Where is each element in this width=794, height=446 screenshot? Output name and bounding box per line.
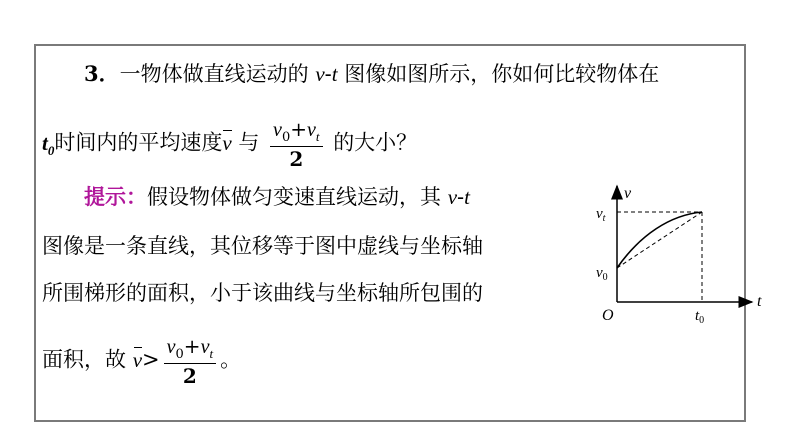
- hint-label: 提示：: [84, 184, 147, 209]
- t-axis-label: t: [757, 293, 762, 310]
- vt-sep: -: [324, 62, 332, 86]
- hint-vbar: v: [132, 347, 143, 372]
- hint-line-1: [84, 186, 470, 208]
- hint-text-a: 假设物体做匀变速直线运动，其: [147, 185, 441, 209]
- question-text-c: 时间内的平均速度: [54, 130, 223, 155]
- question-text-a: 一物体做直线运动的: [119, 62, 309, 86]
- hint-vt-t: t: [464, 185, 470, 209]
- vt-label: $v_t$: [596, 206, 606, 224]
- question-text-d: 与: [238, 130, 260, 155]
- question-line-1: [84, 63, 659, 85]
- t0-label: $t_0$: [695, 308, 705, 326]
- hint-line4-a: 面积，故: [42, 347, 126, 372]
- hint-line-4: [42, 336, 241, 386]
- hint-gt: >: [142, 347, 160, 372]
- dashed-straight-line: [617, 212, 702, 268]
- t0-symbol: $t_0$: [42, 130, 55, 158]
- vt-v: v: [315, 62, 325, 86]
- hint-line-3: 所围梯形的面积，小于该曲线与坐标轴所包围的: [42, 281, 483, 305]
- question-number: 3．: [84, 61, 120, 86]
- v-axis-label: v: [624, 185, 632, 202]
- question-line-2: [42, 119, 417, 169]
- vt-graph: [580, 180, 780, 330]
- question-text-e: 的大小？: [333, 130, 418, 155]
- v0-label: $v_0$: [596, 265, 608, 283]
- hint-vt-v: v: [447, 185, 458, 209]
- vbar-symbol: v: [222, 130, 232, 155]
- vt-t: t: [331, 62, 338, 86]
- hint-line-2: 图像是一条直线，其位移等于图中虚线与坐标轴: [42, 234, 483, 258]
- origin-label: O: [602, 307, 614, 324]
- mean-fraction: $\frac{v_0+v_t}{2}$: [270, 119, 322, 169]
- hint-vt-sep: -: [457, 185, 465, 209]
- question-text-b: 图像如图所示，你如何比较物体在: [344, 62, 660, 86]
- hint-fraction: $\frac{v_0+v_t}{2}$: [164, 336, 216, 386]
- hint-end: 。: [220, 347, 242, 372]
